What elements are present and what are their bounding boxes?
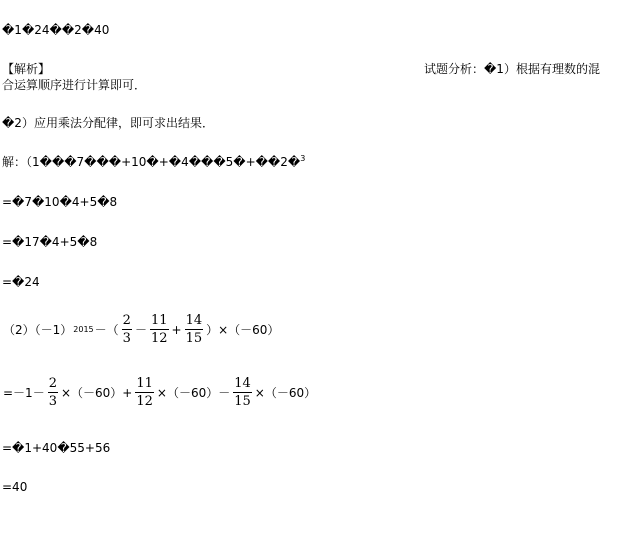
solution-part1-step2: =�17�4+5�8 [2, 235, 98, 249]
fraction [150, 313, 169, 346]
term: ×（－60）+ [60, 386, 133, 400]
numerator: 2 [48, 376, 57, 391]
analysis-intro: 试题分析：�1）根据有理数的混 [424, 62, 600, 76]
fraction [135, 376, 154, 409]
fraction [185, 313, 204, 346]
expression-suffix: ）×（－60） [206, 323, 280, 337]
solution-part2-step3: =�1+40�55+56 [2, 441, 111, 455]
denominator: 3 [122, 331, 131, 346]
solution-part1-expression [2, 155, 305, 169]
answer-line: �1�24��2�40 [2, 23, 110, 37]
expression-prefix: （2）（－1） [3, 323, 73, 337]
denominator: 3 [48, 394, 57, 409]
operator: －（ [94, 323, 119, 337]
fraction [122, 313, 132, 346]
exponent: 2015 [73, 325, 94, 334]
solution-part2-expression [2, 313, 280, 346]
solution-part2-distribution [2, 376, 317, 409]
expression-prefix: =－1－ [3, 386, 45, 400]
numerator: 14 [185, 313, 203, 328]
numerator: 2 [122, 313, 131, 328]
denominator: 12 [150, 331, 168, 346]
solution-part1-text: 解：（1���7���+10�+�4���5�+��2� [2, 155, 301, 169]
fraction [233, 376, 252, 409]
term: ×（－60） [254, 386, 317, 400]
denominator: 12 [136, 394, 153, 409]
operator: + [171, 322, 182, 337]
denominator: 15 [234, 394, 251, 409]
fraction [48, 376, 58, 409]
solution-part1-result: =�24 [2, 275, 40, 289]
analysis-line-3: �2）应用乘法分配律，即可求出结果． [2, 116, 214, 130]
numerator: 14 [234, 376, 251, 391]
solution-part2-result: =40 [2, 480, 28, 494]
analysis-line-2: 合运算顺序进行计算即可． [2, 78, 147, 92]
exponent: 3 [300, 154, 306, 163]
analysis-tag: 【解析】 [2, 62, 51, 76]
term: ×（－60）－ [156, 386, 231, 400]
denominator: 15 [185, 331, 203, 346]
numerator: 11 [150, 313, 168, 328]
operator: － [134, 323, 147, 337]
solution-part1-step1: =�7�10�4+5�8 [2, 195, 118, 209]
numerator: 11 [136, 376, 153, 391]
